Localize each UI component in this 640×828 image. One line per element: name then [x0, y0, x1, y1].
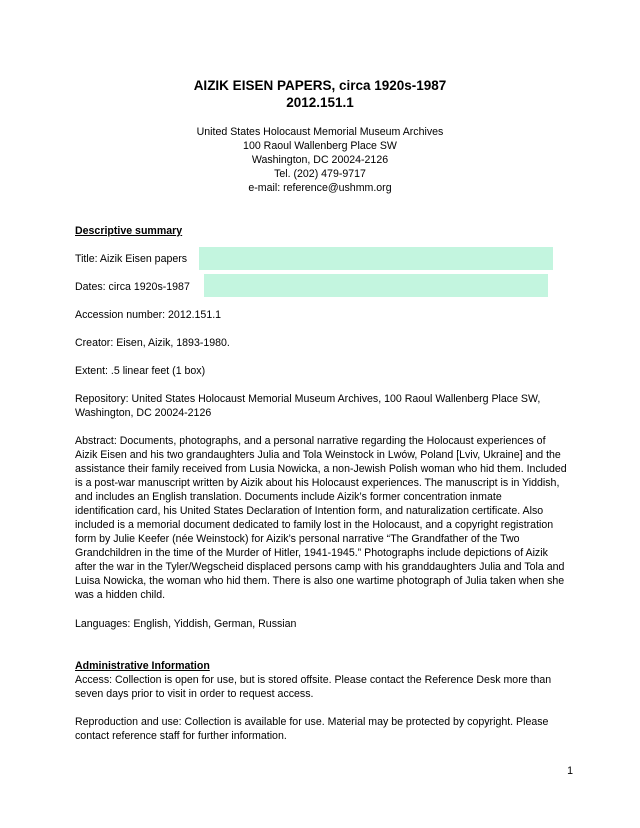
summary-extent: Extent: .5 linear feet (1 box)	[75, 365, 206, 377]
phone-number: Tel. (202) 479-9717	[274, 168, 366, 180]
abstract-line: identification card, his United States Declaration of Intention form, and naturalization certificate. Also	[75, 505, 544, 517]
abstract-line: Luisa Nowicka, the woman who hid them. There is also one wartime photograph of Julia taken when she	[75, 575, 565, 587]
reproduction-line: contact reference staff for further information.	[75, 730, 287, 742]
document-title: AIZIK EISEN PAPERS, circa 1920s-1987	[193, 78, 447, 93]
page-number: 1	[567, 765, 573, 777]
accession-title: 2012.151.1	[286, 95, 354, 110]
street-address: 100 Raoul Wallenberg Place SW	[243, 140, 397, 152]
administrative-heading: Administrative Information	[75, 660, 210, 672]
abstract-line: after the war in the Tyler/Wegscheid displaced persons camp with his granddaughters Julia and Tola and	[75, 561, 565, 573]
summary-accession: Accession number: 2012.151.1	[75, 309, 222, 321]
abstract-line: was a hidden child.	[75, 589, 166, 601]
email-address: e-mail: reference@ushmm.org	[248, 182, 392, 194]
summary-dates: Dates: circa 1920s-1987	[75, 281, 190, 293]
summary-title: Title: Aizik Eisen papers	[75, 253, 188, 265]
reproduction-line: Reproduction and use: Collection is available for use. Material may be protected by copyright. Please	[75, 716, 549, 728]
abstract-line: is a post-war manuscript written by Aizik about his Holocaust experiences. The manuscript is in Yiddish,	[75, 477, 560, 489]
abstract-line: Aizik Eisen and his two grandaughters Julia and Tola Weinstock in Lwów, Poland [Lviv, Ukraine] and the	[75, 449, 561, 461]
access-line: Access: Collection is open for use, but is stored offsite. Please contact the Reference Desk more than	[75, 674, 552, 686]
summary-repository-line: Repository: United States Holocaust Memorial Museum Archives, 100 Raoul Wallenberg Place SW,	[75, 393, 541, 405]
abstract-line: and includes an English translation. Documents include Aizik’s former concentration inmate	[75, 491, 502, 503]
abstract-line: Abstract: Documents, photographs, and a personal narrative regarding the Holocaust experiences of	[75, 435, 546, 447]
summary-creator: Creator: Eisen, Aizik, 1893-1980.	[75, 337, 230, 349]
summary-languages: Languages: English, Yiddish, German, Russian	[75, 618, 297, 630]
abstract-line: assistance their family received from Lusia Nowicka, a non-Jewish Polish woman who hid them. Included	[75, 463, 567, 475]
summary-repository-line: Washington, DC 20024-2126	[75, 407, 212, 419]
city-address: Washington, DC 20024-2126	[251, 154, 389, 166]
abstract-line: form by Julie Keefer (née Weinstock) for Aizik’s personal narrative “The Grandfather of the Two	[75, 533, 520, 545]
abstract-line: Grandchildren in the time of the Murder of Hitler, 1941-1945.” Photographs include depictions of Aizik	[75, 547, 548, 559]
institution-name: United States Holocaust Memorial Museum Archives	[196, 126, 444, 138]
abstract-line: included is a memorial document dedicated to family lost in the Holocaust, and a copyright registration	[75, 519, 554, 531]
descriptive-summary-heading: Descriptive summary	[75, 225, 183, 237]
access-line: seven days prior to visit in order to request access.	[75, 688, 314, 700]
